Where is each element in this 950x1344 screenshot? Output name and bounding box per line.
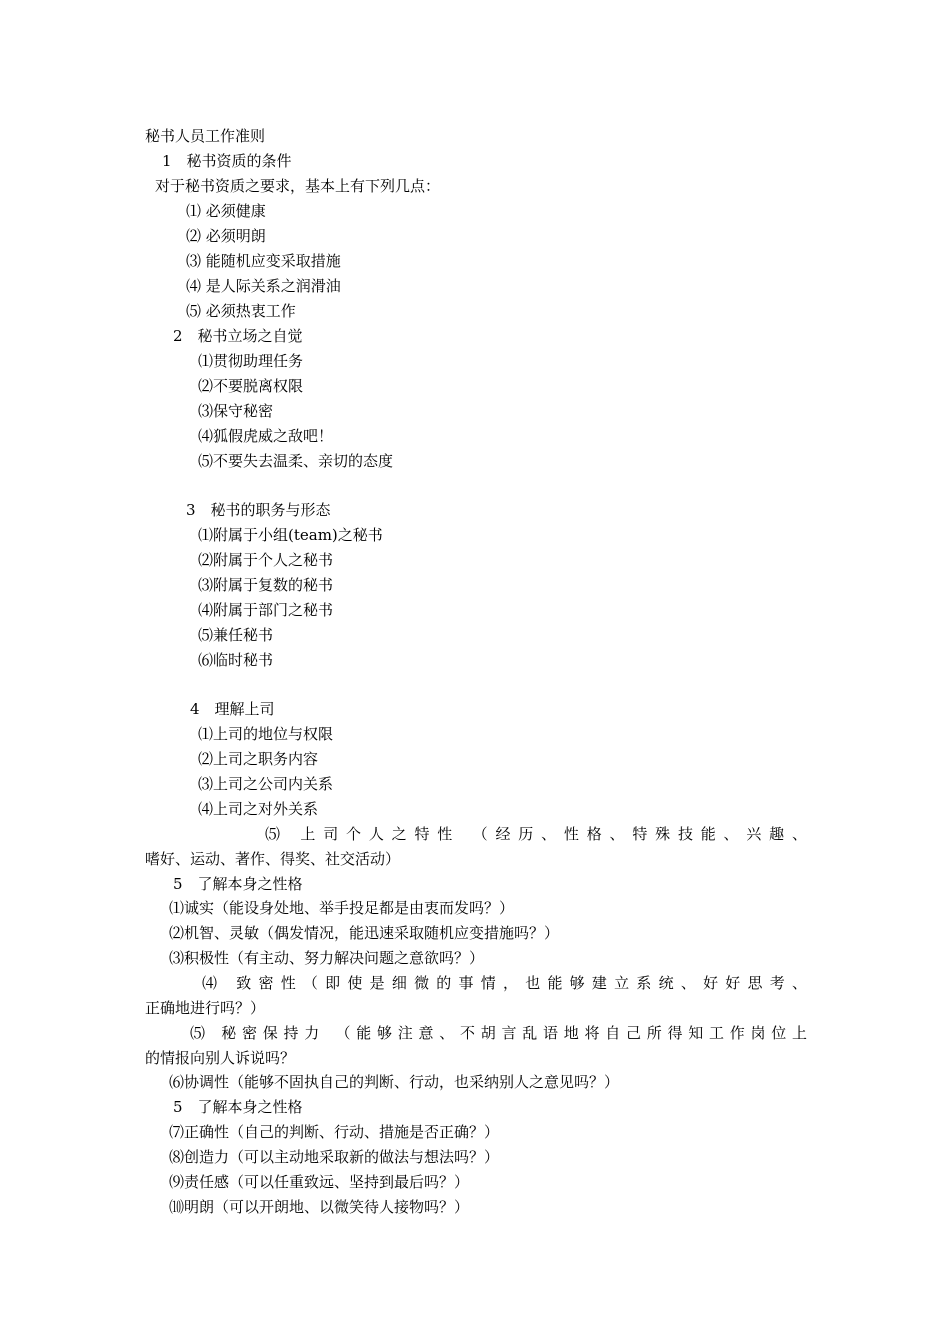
list-item: ⑹协调性（能够不固执自己的判断、行动，也采纳别人之意见吗？） [169, 1073, 620, 1091]
document-title: 秘书人员工作准则 [145, 127, 266, 145]
list-item: ⑴贯彻助理任务 [198, 352, 304, 370]
list-item: ⑵附属于个人之秘书 [198, 551, 334, 569]
item-line: 嗜好、运动、著作、得奖、社交活动） [145, 850, 401, 868]
item-line: 正确地进行吗？） [145, 999, 266, 1017]
section-5-heading: 5 了解本身之性格 [173, 875, 303, 893]
list-item: ⑴附属于小组(team)之秘书 [198, 526, 383, 544]
list-item: ⑵上司之职务内容 [198, 750, 319, 768]
section-5-item-5 [145, 1021, 807, 1071]
section-5-item-4 [145, 971, 807, 1021]
list-item: ⑴诚实（能设身处地、举手投足都是由衷而发吗？） [169, 899, 515, 917]
item-line: ⑷ 致密性（即使是细微的事情，也能够建立系统、好好思考、 [202, 974, 807, 992]
section-4-item-5 [145, 822, 807, 872]
list-item: ⑶上司之公司内关系 [198, 775, 334, 793]
item-line: 的情报向别人诉说吗？ [145, 1049, 296, 1067]
list-item: ⑸ 必须热衷工作 [186, 302, 296, 320]
list-item: ⑷附属于部门之秘书 [198, 601, 334, 619]
list-item: ⑵机智、灵敏（偶发情况，能迅速采取随机应变措施吗？） [169, 924, 560, 942]
section-4-heading: 4 理解上司 [190, 700, 275, 718]
section-1-heading: 1 秘书资质的条件 [162, 152, 292, 170]
list-item: ⑴ 必须健康 [186, 202, 266, 220]
list-item: ⑴上司的地位与权限 [198, 725, 334, 743]
list-item: ⑺正确性（自己的判断、行动、措施是否正确？） [169, 1123, 500, 1141]
section-5b-heading: 5 了解本身之性格 [173, 1098, 303, 1116]
list-item: ⑷ 是人际关系之润滑油 [186, 277, 341, 295]
section-2-heading: 2 秘书立场之自觉 [173, 327, 303, 345]
section-1-intro: 对于秘书资质之要求，基本上有下列几点： [155, 177, 441, 195]
section-3-heading: 3 秘书的职务与形态 [186, 501, 331, 519]
list-item: ⑼责任感（可以任重致远、坚持到最后吗？） [169, 1173, 470, 1191]
list-item: ⑶附属于复数的秘书 [198, 576, 334, 594]
list-item: ⑶ 能随机应变采取措施 [186, 252, 341, 270]
list-item: ⑵不要脱离权限 [198, 377, 304, 395]
list-item: ⑷狐假虎威之敌吧！ [198, 427, 334, 445]
list-item: ⑶保守秘密 [198, 402, 274, 420]
list-item: ⑵ 必须明朗 [186, 227, 266, 245]
list-item: ⑸兼任秘书 [198, 626, 274, 644]
list-item: ⑽明朗（可以开朗地、以微笑待人接物吗？） [169, 1198, 470, 1216]
list-item: ⑻创造力（可以主动地采取新的做法与想法吗？） [169, 1148, 500, 1166]
list-item: ⑶积极性（有主动、努力解决问题之意欲吗？） [169, 949, 485, 967]
item-line: ⑸ 秘密保持力 （能够注意、不胡言乱语地将自己所得知工作岗位上 [190, 1024, 807, 1042]
list-item: ⑷上司之对外关系 [198, 800, 319, 818]
list-item: ⑸不要失去温柔、亲切的态度 [198, 452, 394, 470]
list-item: ⑹临时秘书 [198, 651, 274, 669]
item-line: ⑸ 上司个人之特性 （经历、性格、特殊技能、兴趣、 [265, 825, 807, 843]
